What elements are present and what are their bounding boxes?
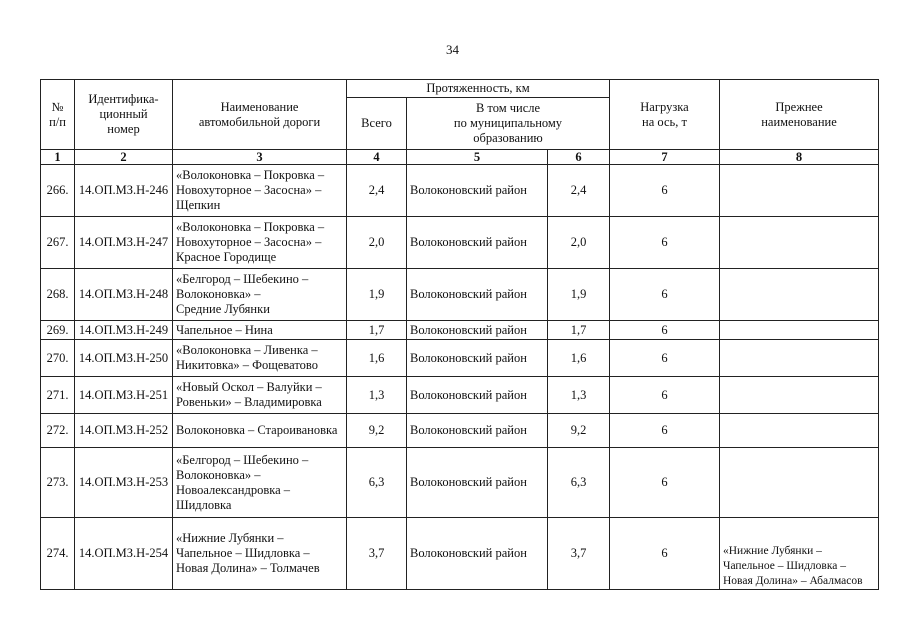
- table-row: [41, 269, 879, 321]
- column-number: 3: [173, 150, 347, 165]
- axle-load: 6: [610, 518, 720, 590]
- municipality-length: 1,7: [548, 321, 610, 340]
- header-name: Наименование автомобильной дороги: [173, 80, 347, 150]
- length-total: 3,7: [347, 518, 407, 590]
- municipality: Волоконовский район: [407, 165, 548, 217]
- municipality-length: 6,3: [548, 448, 610, 518]
- road-id: 14.ОП.МЗ.Н-252: [75, 414, 173, 448]
- previous-name: [720, 165, 879, 217]
- road-id: 14.ОП.МЗ.Н-246: [75, 165, 173, 217]
- roads-table: [40, 79, 879, 590]
- header-id: Идентифика- ционный номер: [75, 80, 173, 150]
- municipality: Волоконовский район: [407, 217, 548, 269]
- row-number: 268.: [41, 269, 75, 321]
- axle-load: 6: [610, 165, 720, 217]
- previous-name: [720, 321, 879, 340]
- road-id: 14.ОП.МЗ.Н-248: [75, 269, 173, 321]
- header-length: Протяженность, км: [347, 80, 610, 98]
- road-id: 14.ОП.МЗ.Н-254: [75, 518, 173, 590]
- municipality-length: 1,9: [548, 269, 610, 321]
- previous-name: [720, 414, 879, 448]
- column-number-row: [41, 150, 879, 165]
- previous-name: [720, 269, 879, 321]
- table-row: [41, 448, 879, 518]
- road-id: 14.ОП.МЗ.Н-247: [75, 217, 173, 269]
- row-number: 266.: [41, 165, 75, 217]
- previous-name: [720, 377, 879, 414]
- road-name: «Нижние Лубянки – Чапельное – Шидловка – Новая Долина» – Толмачев: [173, 518, 347, 590]
- municipality: Волоконовский район: [407, 448, 548, 518]
- municipality: Волоконовский район: [407, 340, 548, 377]
- length-total: 1,7: [347, 321, 407, 340]
- municipality: Волоконовский район: [407, 414, 548, 448]
- previous-name: [720, 217, 879, 269]
- row-number: 274.: [41, 518, 75, 590]
- column-number: 6: [548, 150, 610, 165]
- previous-name: «Нижние Лубянки – Чапельное – Шидловка – Новая Долина» – Абалмасов: [720, 518, 879, 590]
- municipality-length: 3,7: [548, 518, 610, 590]
- row-number: 272.: [41, 414, 75, 448]
- row-number: 267.: [41, 217, 75, 269]
- table-row: [41, 217, 879, 269]
- municipality: Волоконовский район: [407, 321, 548, 340]
- municipality-length: 2,0: [548, 217, 610, 269]
- column-number: 5: [407, 150, 548, 165]
- header-total: Всего: [347, 98, 407, 150]
- axle-load: 6: [610, 414, 720, 448]
- header-num: № п/п: [41, 80, 75, 150]
- length-total: 2,0: [347, 217, 407, 269]
- municipality: Волоконовский район: [407, 269, 548, 321]
- road-name: «Новый Оскол – Валуйки – Ровеньки» – Владимировка: [173, 377, 347, 414]
- row-number: 273.: [41, 448, 75, 518]
- axle-load: 6: [610, 340, 720, 377]
- road-name: «Белгород – Шебекино – Волоконовка» – Средние Лубянки: [173, 269, 347, 321]
- municipality: Волоконовский район: [407, 377, 548, 414]
- length-total: 6,3: [347, 448, 407, 518]
- road-name: Чапельное – Нина: [173, 321, 347, 340]
- municipality-length: 2,4: [548, 165, 610, 217]
- road-id: 14.ОП.МЗ.Н-250: [75, 340, 173, 377]
- column-number: 1: [41, 150, 75, 165]
- axle-load: 6: [610, 269, 720, 321]
- road-id: 14.ОП.МЗ.Н-253: [75, 448, 173, 518]
- header-load: Нагрузка на ось, т: [610, 80, 720, 150]
- row-number: 270.: [41, 340, 75, 377]
- municipality-length: 9,2: [548, 414, 610, 448]
- length-total: 9,2: [347, 414, 407, 448]
- header-prev: Прежнее наименование: [720, 80, 879, 150]
- length-total: 1,6: [347, 340, 407, 377]
- road-name: «Волоконовка – Ливенка – Никитовка» – Фощеватово: [173, 340, 347, 377]
- municipality-length: 1,3: [548, 377, 610, 414]
- municipality-length: 1,6: [548, 340, 610, 377]
- row-number: 271.: [41, 377, 75, 414]
- axle-load: 6: [610, 377, 720, 414]
- axle-load: 6: [610, 217, 720, 269]
- road-name: «Волоконовка – Покровка – Новохуторное – Засосна» – Красное Городище: [173, 217, 347, 269]
- table-row: [41, 377, 879, 414]
- table-row: [41, 518, 879, 590]
- column-number: 7: [610, 150, 720, 165]
- road-id: 14.ОП.МЗ.Н-249: [75, 321, 173, 340]
- length-total: 1,9: [347, 269, 407, 321]
- road-name: «Белгород – Шебекино – Волоконовка» – Новоалександровка – Шидловка: [173, 448, 347, 518]
- road-name: «Волоконовка – Покровка – Новохуторное – Засосна» – Щепкин: [173, 165, 347, 217]
- length-total: 1,3: [347, 377, 407, 414]
- municipality: Волоконовский район: [407, 518, 548, 590]
- column-number: 2: [75, 150, 173, 165]
- page-number: 34: [446, 42, 459, 57]
- axle-load: 6: [610, 321, 720, 340]
- header-including: В том числе по муниципальному образованию: [407, 98, 610, 150]
- previous-name: [720, 448, 879, 518]
- row-number: 269.: [41, 321, 75, 340]
- road-name: Волоконовка – Староивановка: [173, 414, 347, 448]
- table-row: [41, 414, 879, 448]
- table-row: [41, 321, 879, 340]
- previous-name: [720, 340, 879, 377]
- column-number: 8: [720, 150, 879, 165]
- axle-load: 6: [610, 448, 720, 518]
- column-number: 4: [347, 150, 407, 165]
- table-row: [41, 165, 879, 217]
- length-total: 2,4: [347, 165, 407, 217]
- road-id: 14.ОП.МЗ.Н-251: [75, 377, 173, 414]
- table-row: [41, 340, 879, 377]
